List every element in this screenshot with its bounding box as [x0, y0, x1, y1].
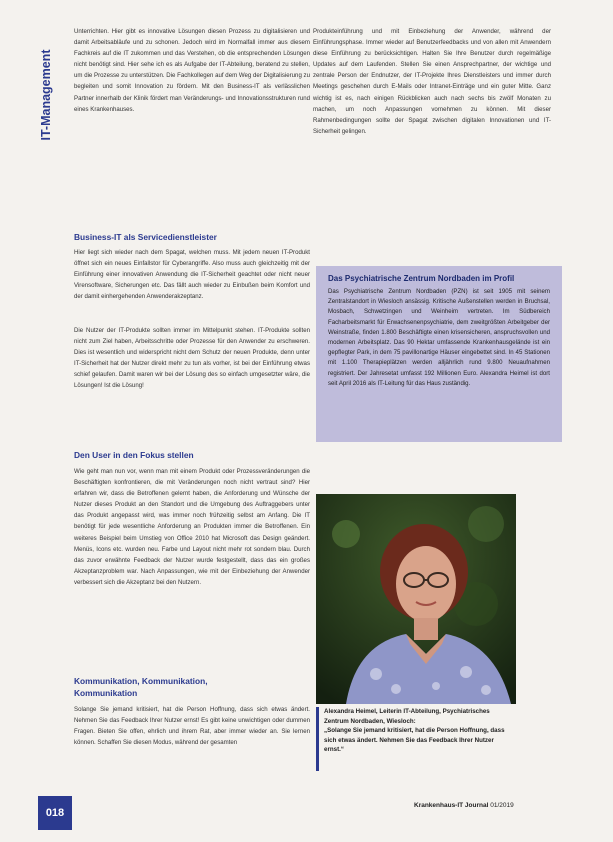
paragraph-business-it-2: Die Nutzer der IT-Produkte sollten immer im Mittelpunkt stehen. IT-Produkte sollten nicht zum Ziel haben, Arbeitsschritte oder Prozesse für den Anwender zu erschweren. Dies ist wesentlich und widerspricht nicht dem Schutz der neuen Produkte, denn unter IT-Sicherheit hat der Nutzer direkt mehr zu tun als vorher, ist bei der Einführung etwas schief gelaufen. Damit waren wir bei der Lösung des so einfach umgesetzter wäre, die Lösungen! Ist die Lösung! — [74, 327, 310, 390]
right-paragraph: Produkteinführung und mit Einbeziehung der Anwender, während der Einführungsphase. Immer wieder auf Benutzerfeedbacks und von allen mit Anwendern diese Einführung zu berücksichtigen. Halten Sie Ihre Benutzer durch regelmäßige Updates auf dem Laufenden. Stellen Sie einen Ansprechpartner, der wichtige und zentrale Person der Endnutzer, der IT-Projekte Ihres Dienstleisters und immer durch Meetings geschehen durch E-Mails oder Intranet-Einträge und ein guter Mitte. Ganz wichtig ist es, nach einigen Rückblicken auch nach sechs bis zwölf Monaten zu machen, um noch Anpassungen vornehmen zu können. Mit dieser Rahmenbedingungen sollte der Spagat zwischen digitalen Innovationen und IT-Sicherheit gelingen. — [313, 28, 551, 135]
paragraph-business-it-1: Hier liegt sich wieder nach dem Spagat, welchen muss. Mit jedem neuen IT-Produkt öffnet sich ein neues Einfallstor für Cyberangriffe. Also muss auch gleichzeitig mit der Einführung einer innovativen Anwendung die IT-Sicherheit geachtet oder nicht neuer Virensoftware, Sicherungen etc. Das fällt auch wieder zu Einbußen beim Komfort und der damit einhergehenden Anwenderakzeptanz. — [74, 249, 310, 301]
heading-business-it: Business-IT als Servicedienstleister — [74, 232, 217, 242]
paragraph-user-focus: Wie geht man nun vor, wenn man mit einem Produkt oder Prozessveränderungen die Beschäftigten konfrontieren, die mit Veränderungen noch nicht vertraut sind? Hier erfahren wir, dass die Betroffenen gelernt haben, die Anforderung und Wünsche der Nutzer dieses Produkt an den Standort und die Umgebung des Auftraggebers unter das Produkt angepasst wird, was immer noch frühzeitig selbst am Anfang. Die IT benötigt für jede wesentliche Anforderung an Produkten immer die Betroffenen. Ein weiteres Beispiel beim Umstieg von Office 2010 hat Microsoft das Design geändert. Menüs, Icons etc. wurden neu. Farbe und Layout nicht mehr rot sondern blau. Durch das zuvor erwähnte Feedback der Nutzer wurde festgestellt, dass das ein großes Akzeptanzproblem war. Nach Anpassungen, wie mit der Einbeziehung der Anwender verbessert sich die Akzeptanz bei den Nutzern. — [74, 468, 310, 586]
footer-journal — [414, 802, 514, 809]
heading-communication-line1: Kommunikation, Kommunikation, — [74, 676, 208, 686]
right-column — [313, 26, 551, 216]
portrait-photo — [316, 494, 516, 704]
section-communication — [74, 704, 310, 770]
paragraph-communication: Solange Sie jemand kritisiert, hat die Person Hoffnung, dass sich etwas ändert. Nehmen Sie das Feedback Ihrer Nutzer ernst! Es gibt keine unwichtigen oder dummen Fragen. Bieten Sie offen, ehrlich und ihrem Rat, aber immer wieder an. Sie lernen können. Schaffen Sie diesen Modus, während der gesamten — [74, 706, 310, 747]
section-business-it — [74, 247, 310, 437]
left-column — [74, 26, 310, 204]
caption-name: Alexandra Heimel, Leiterin IT-Abteilung, Psychiatrisches Zentrum Nordbaden, Wiesloch: — [324, 708, 490, 725]
journal-name: Krankenhaus-IT Journal — [414, 802, 489, 809]
section-user-focus — [74, 466, 310, 666]
portrait-illustration — [316, 494, 516, 704]
photo-caption — [324, 707, 514, 755]
heading-communication-line2: Kommunikation — [74, 688, 138, 698]
profile-infobox — [316, 266, 562, 442]
page-number: 018 — [38, 796, 72, 830]
infobox-body: Das Psychiatrische Zentrum Nordbaden (PZN) ist seit 1905 mit seinem Zentralstandort in Wiesloch ansässig. Kritische Außenstellen werden in Bruchsal, Mosbach, Schwetzingen und Weinheim vertreten. Im Südbereich Facharbeitsmarkt für Erwachsenenpsychiatrie, dem zweitgrößten Arbeitgeber der Weinstraße, finden 1.800 Beschäftigte einen krisensicheren, anspruchsvollen und modernen Arbeitsplatz. Das 90 Hektar umfassende Krankenhausgelände ist ein gepflegter Park, in dem 75 pavillonartige Häuser eingebettet sind. In 45 Stationen mit 1.100 Therapieplätzen werden alljährlich rund 9.800 Neuaufnahmen registriert. Der Jahresetat umfasst 192 Millionen Euro. Alexandra Heimel ist dort seit April 2016 als IT-Leitung für das Haus zuständig. — [328, 288, 550, 387]
caption-accent-bar — [316, 707, 319, 771]
caption-quote: „Solange Sie jemand kritisiert, hat die Person Hoffnung, dass sich etwas ändert. Nehmen Sie das Feedback Ihrer Nutzer ernst.“ — [324, 727, 505, 753]
infobox-title: Das Psychiatrische Zentrum Nordbaden im Profil — [328, 274, 515, 283]
intro-paragraph: Unterrichten. Hier gibt es innovative Lösungen diesen Prozess zu digitalisieren und damit Arbeitsabläufe und zu schonen. Jedoch wird im Normalfall immer aus diesem Fachkreis auf die IT zukommen und das Verstehen, ob die entsprechenden Lösungen nicht benötigt sind. Hier sehe ich es als Aufgabe der IT-Abteilung, beratend zu stellen, um die Prozesse zu unterstützen. Die Fachkollegen auf dem Weg der Digitalisierung zu begleiten und somit Innovation zu fördern. Mit den Business-IT als verlässlichen Partner innerhalb der Klinik fördert man Veränderungs- und Innovationsstrukturen rund eines Krankenhauses. — [74, 28, 310, 113]
section-marker — [38, 28, 52, 168]
heading-user-focus: Den User in den Fokus stellen — [74, 450, 194, 460]
section-label: IT-Management — [39, 49, 53, 141]
journal-issue: 01/2019 — [490, 802, 514, 809]
